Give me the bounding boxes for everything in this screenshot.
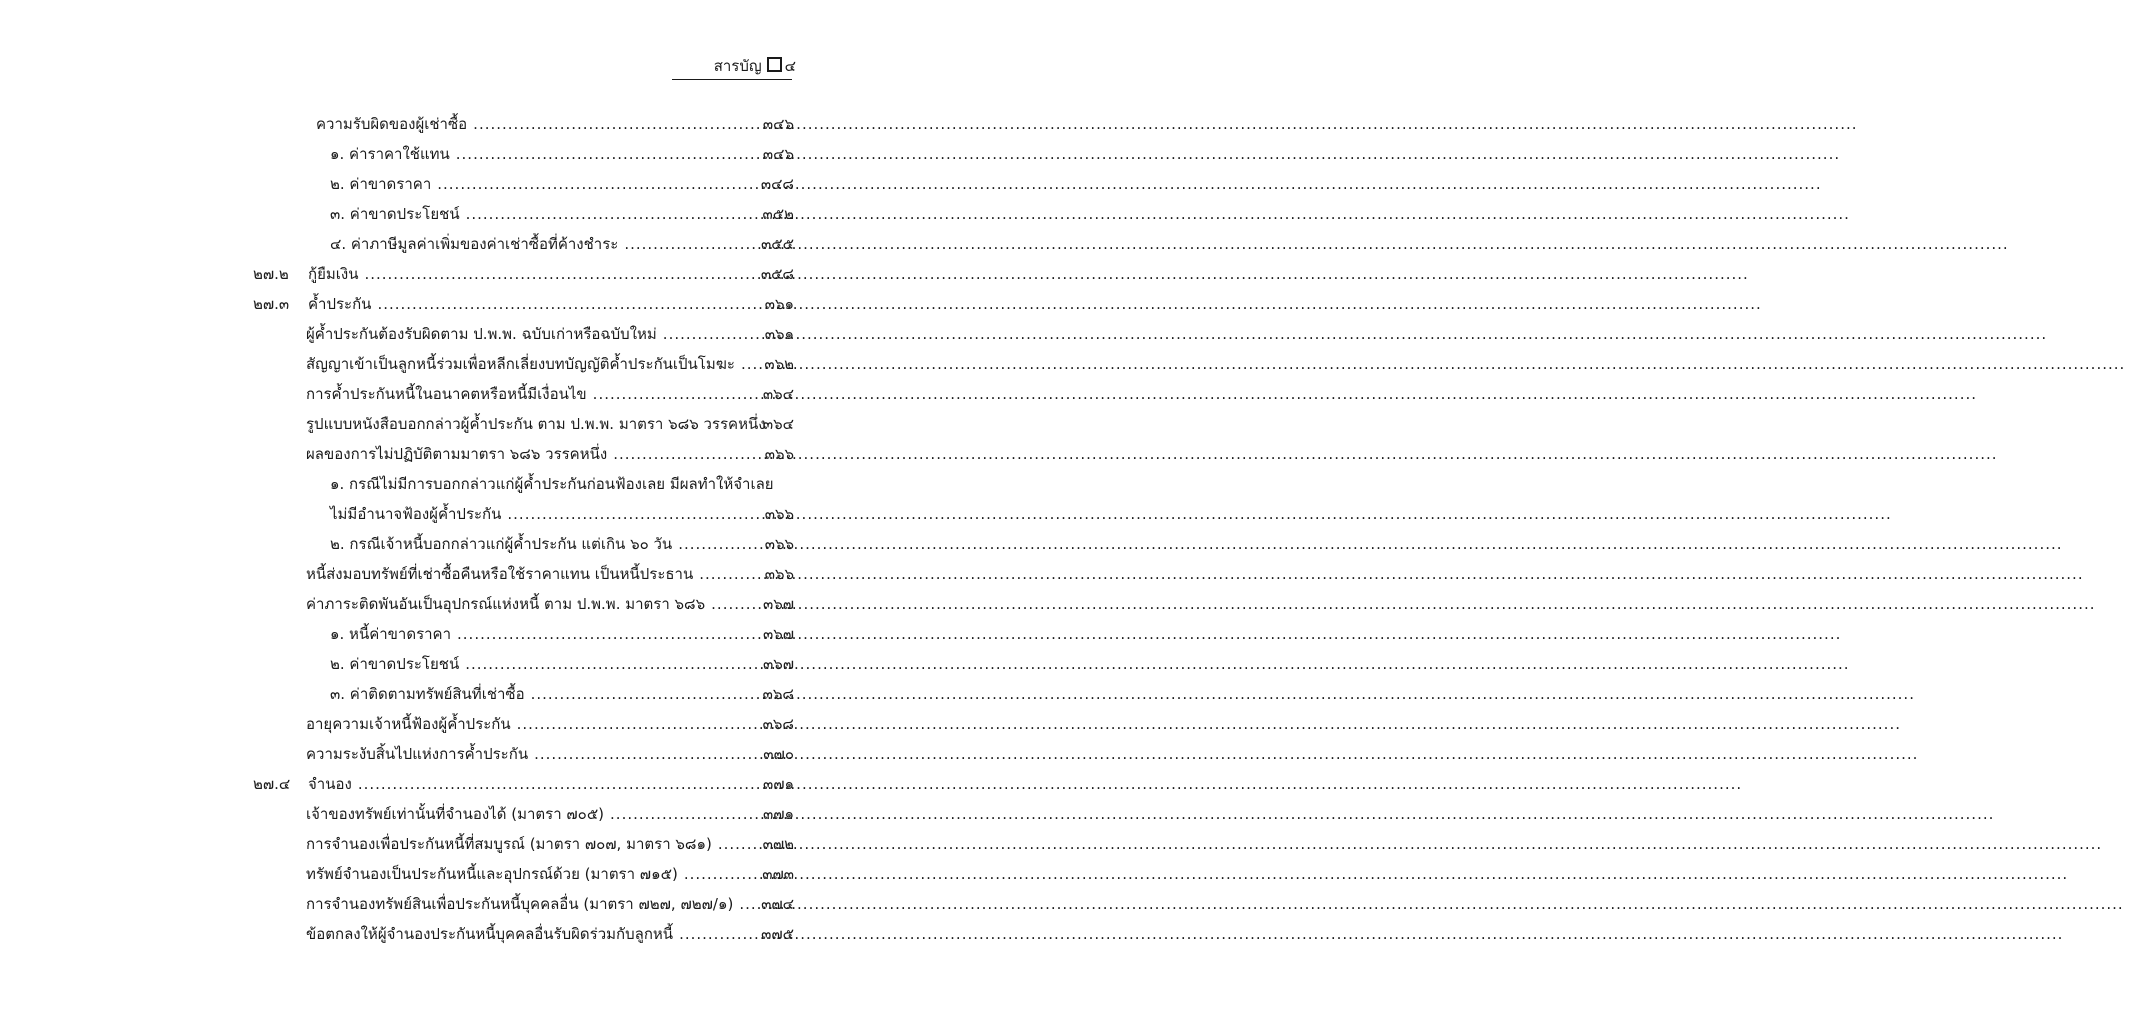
toc-leader-dots — [437, 169, 1821, 199]
toc-leader-dots — [624, 229, 2008, 259]
toc-row — [0, 469, 1024, 529]
toc-row — [0, 139, 1024, 169]
toc-row — [0, 859, 1024, 889]
toc-leader-dots — [456, 139, 1840, 169]
toc-row — [0, 199, 1024, 229]
toc-entry-title: รูปแบบหนังสือบอกกล่าวผู้ค้ำประกัน ตาม ป.พ.พ. มาตรา ๖๘๖ วรรคหนึ่ง — [306, 415, 766, 433]
toc-entry-title: เจ้าของทรัพย์เท่านั้นที่จำนองได้ (มาตรา ๗๐๕) — [306, 805, 605, 823]
header-title: สารบัญ — [713, 57, 762, 75]
toc-leader-dots — [741, 349, 2125, 379]
toc-row — [0, 679, 1024, 709]
toc-entry-title: สัญญาเข้าเป็นลูกหนี้ร่วมเพื่อหลีกเลี่ยงบทบัญญัติค้ำประกันเป็นโมฆะ — [306, 355, 735, 373]
toc-entry-title-line1: ๑. กรณีไม่มีการบอกกล่าวแก่ผู้ค้ำประกันก่อนฟ้องเลย มีผลทำให้จำเลย — [330, 475, 774, 493]
toc-entry-title: ผลของการไม่ปฏิบัติตามมาตรา ๖๘๖ วรรคหนึ่ง — [306, 445, 608, 463]
toc-page-number: ๓๕๕ — [761, 235, 794, 253]
toc-page-number: ๓๖๔ — [762, 415, 794, 433]
toc-entry-title: ๔. ค่าภาษีมูลค่าเพิ่มของค่าเช่าซื้อที่ค้างชำระ — [330, 235, 619, 253]
toc-leader-dots — [711, 589, 2095, 619]
toc-row — [0, 589, 1024, 619]
toc-row — [0, 619, 1024, 649]
toc-entry-title: การจำนองเพื่อประกันหนี้ที่สมบูรณ์ (มาตรา ๗๐๗, มาตรา ๖๘๑) — [306, 835, 712, 853]
running-header — [672, 56, 796, 76]
toc-entry-title: ข้อตกลงให้ผู้จำนองประกันหนี้บุคคลอื่นรับผิดร่วมกับลูกหนี้ — [306, 925, 674, 943]
toc-row — [0, 349, 1024, 379]
toc-entry-title: ทรัพย์จำนองเป็นประกันหนี้และอุปกรณ์ด้วย (มาตรา ๗๑๕) — [306, 865, 678, 883]
toc-entry — [316, 109, 752, 139]
toc-leader-dots — [358, 769, 1742, 799]
toc-row — [0, 319, 1024, 349]
toc-leader-dots — [739, 889, 2123, 919]
toc-entry — [308, 289, 752, 319]
toc-row — [0, 259, 1024, 289]
toc-leader-dots — [465, 649, 1849, 679]
toc-row — [0, 919, 1024, 949]
toc-page-number: ๓๖๖ — [764, 505, 794, 523]
toc-page-number: ๓๗๔ — [761, 895, 794, 913]
toc-page-number: ๓๗๑ — [762, 775, 794, 793]
toc-page-number: ๓๖๖ — [764, 535, 794, 553]
toc-row — [0, 289, 1024, 319]
toc-leader-dots — [473, 109, 1857, 139]
toc-row — [0, 709, 1024, 739]
toc-entry-title: ผู้ค้ำประกันต้องรับผิดตาม ป.พ.พ. ฉบับเก่าหรือฉบับใหม่ — [306, 325, 657, 343]
toc-entry — [306, 739, 752, 769]
toc-entry — [330, 139, 752, 169]
table-of-contents — [0, 109, 1024, 949]
toc-leader-dots — [684, 859, 2068, 889]
header-rule — [672, 79, 792, 80]
toc-row — [0, 109, 1024, 139]
toc-page-number: ๓๖๗ — [762, 595, 794, 613]
toc-entry-title: หนี้ส่งมอบทรัพย์ที่เช่าซื้อคืนหรือใช้ราคาแทน เป็นหนี้ประธาน — [306, 565, 694, 583]
toc-entry-title: การค้ำประกันหนี้ในอนาคตหรือหนี้มีเงื่อนไข — [306, 385, 587, 403]
toc-row — [0, 559, 1024, 589]
toc-entry-title: ๓. ค่าติดตามทรัพย์สินที่เช่าซื้อ — [330, 685, 525, 703]
toc-page-number: ๓๖๒ — [764, 355, 794, 373]
toc-entry-title: ความระงับสิ้นไปแห่งการค้ำประกัน — [306, 745, 529, 763]
toc-row — [0, 409, 1024, 439]
toc-entry — [306, 379, 752, 409]
toc-entry — [306, 859, 752, 889]
toc-entry — [306, 439, 752, 469]
toc-page-number: ๓๖๑ — [764, 325, 794, 343]
toc-page-number: ๓๔๘ — [760, 175, 794, 193]
square-bullet-icon — [767, 57, 782, 72]
toc-row — [0, 889, 1024, 919]
toc-leader-dots — [679, 919, 2063, 949]
toc-page-number: ๓๗๒ — [762, 835, 794, 853]
toc-leader-dots — [610, 799, 1994, 829]
toc-entry-title: ๒. ค่าขาดประโยชน์ — [330, 655, 460, 673]
toc-row — [0, 799, 1024, 829]
toc-leader-dots — [377, 289, 1761, 319]
toc-leader-dots — [531, 679, 1915, 709]
toc-row — [0, 769, 1024, 799]
toc-entry-title: ๒. กรณีเจ้าหนี้บอกกล่าวแก่ผู้ค้ำประกัน แต่เกิน ๖๐ วัน — [330, 535, 673, 553]
toc-entry — [330, 229, 752, 259]
toc-row — [0, 439, 1024, 469]
toc-entry-title: ความรับผิดของผู้เช่าซื้อ — [316, 115, 468, 133]
toc-entry — [306, 709, 752, 739]
toc-entry-title: จำนอง — [308, 775, 352, 793]
toc-leader-dots — [678, 529, 2062, 559]
toc-row — [0, 379, 1024, 409]
toc-page-number: ๓๔๖ — [762, 115, 794, 133]
toc-leader-dots — [718, 829, 2102, 859]
toc-section-number: ๒๗.๔ — [253, 775, 291, 793]
toc-entry — [306, 829, 752, 859]
toc-entry — [306, 319, 752, 349]
toc-entry-title: ๓. ค่าขาดประโยชน์ — [330, 205, 460, 223]
toc-page-number: ๓๖๑ — [764, 295, 794, 313]
toc-entry — [306, 889, 752, 919]
toc-entry — [306, 799, 752, 829]
toc-leader-dots — [507, 499, 1891, 529]
toc-entry — [308, 769, 752, 799]
toc-row — [0, 829, 1024, 859]
toc-row — [0, 739, 1024, 769]
toc-page-number: ๓๗๑ — [762, 805, 794, 823]
toc-page-number: ๓๖๘ — [762, 715, 794, 733]
toc-page-number: ๓๖๘ — [762, 685, 794, 703]
toc-entry — [330, 169, 752, 199]
toc-entry-title: ๑. หนี้ค่าขาดราคา — [330, 625, 452, 643]
toc-entry-title: การจำนองทรัพย์สินเพื่อประกันหนี้บุคคลอื่น (มาตรา ๗๒๗, ๗๒๗/๑) — [306, 895, 734, 913]
toc-entry-title: กู้ยืมเงิน — [308, 265, 359, 283]
toc-leader-dots — [466, 199, 1850, 229]
toc-leader-dots — [613, 439, 1997, 469]
toc-entry-title: ค่าภาระติดพันอันเป็นอุปกรณ์แห่งหนี้ ตาม ป.พ.พ. มาตรา ๖๘๖ — [306, 595, 706, 613]
toc-row — [0, 169, 1024, 199]
toc-entry-title: อายุความเจ้าหนี้ฟ้องผู้ค้ำประกัน — [306, 715, 511, 733]
toc-page-number: ๓๕๒ — [762, 205, 794, 223]
toc-row — [0, 529, 1024, 559]
toc-leader-dots — [663, 319, 2047, 349]
toc-page-number: ๓๕๘ — [760, 265, 794, 283]
toc-leader-dots — [364, 259, 1748, 289]
toc-entry — [308, 259, 752, 289]
toc-entry — [330, 199, 752, 229]
toc-entry — [330, 529, 752, 559]
header-page-number: ๔ — [784, 57, 796, 75]
toc-page-number: ๓๗๕ — [761, 925, 794, 943]
toc-entry — [330, 619, 752, 649]
toc-page-number: ๓๗๐ — [763, 745, 794, 763]
toc-row — [0, 649, 1024, 679]
toc-entry-title: ๑. ค่าราคาใช้แทน — [330, 145, 450, 163]
toc-page-number: ๓๖๗ — [762, 655, 794, 673]
toc-entry — [330, 499, 752, 529]
toc-page-number: ๓๗๓ — [762, 865, 794, 883]
toc-section-number: ๒๗.๒ — [253, 265, 289, 283]
toc-leader-dots — [457, 619, 1841, 649]
toc-entry — [330, 679, 752, 709]
toc-leader-dots — [534, 739, 1918, 769]
toc-leader-dots — [699, 559, 2083, 589]
toc-leader-dots — [517, 709, 1901, 739]
toc-page-number: ๓๖๗ — [762, 625, 794, 643]
toc-entry — [306, 919, 752, 949]
toc-section-number: ๒๗.๓ — [253, 295, 290, 313]
toc-entry — [306, 409, 766, 439]
toc-leader-dots — [593, 379, 1977, 409]
toc-entry — [306, 559, 752, 589]
toc-entry-title: ไม่มีอำนาจฟ้องผู้ค้ำประกัน — [330, 505, 502, 523]
toc-entry-title: ค้ำประกัน — [308, 295, 372, 313]
toc-page-number: ๓๖๖ — [764, 445, 794, 463]
toc-entry — [306, 349, 752, 379]
toc-page-number: ๓๖๖ — [764, 565, 794, 583]
toc-entry — [330, 649, 752, 679]
toc-page-number: ๓๖๔ — [762, 385, 794, 403]
toc-page-number: ๓๔๖ — [762, 145, 794, 163]
toc-entry-title: ๒. ค่าขาดราคา — [330, 175, 432, 193]
toc-entry — [306, 589, 752, 619]
toc-row — [0, 229, 1024, 259]
